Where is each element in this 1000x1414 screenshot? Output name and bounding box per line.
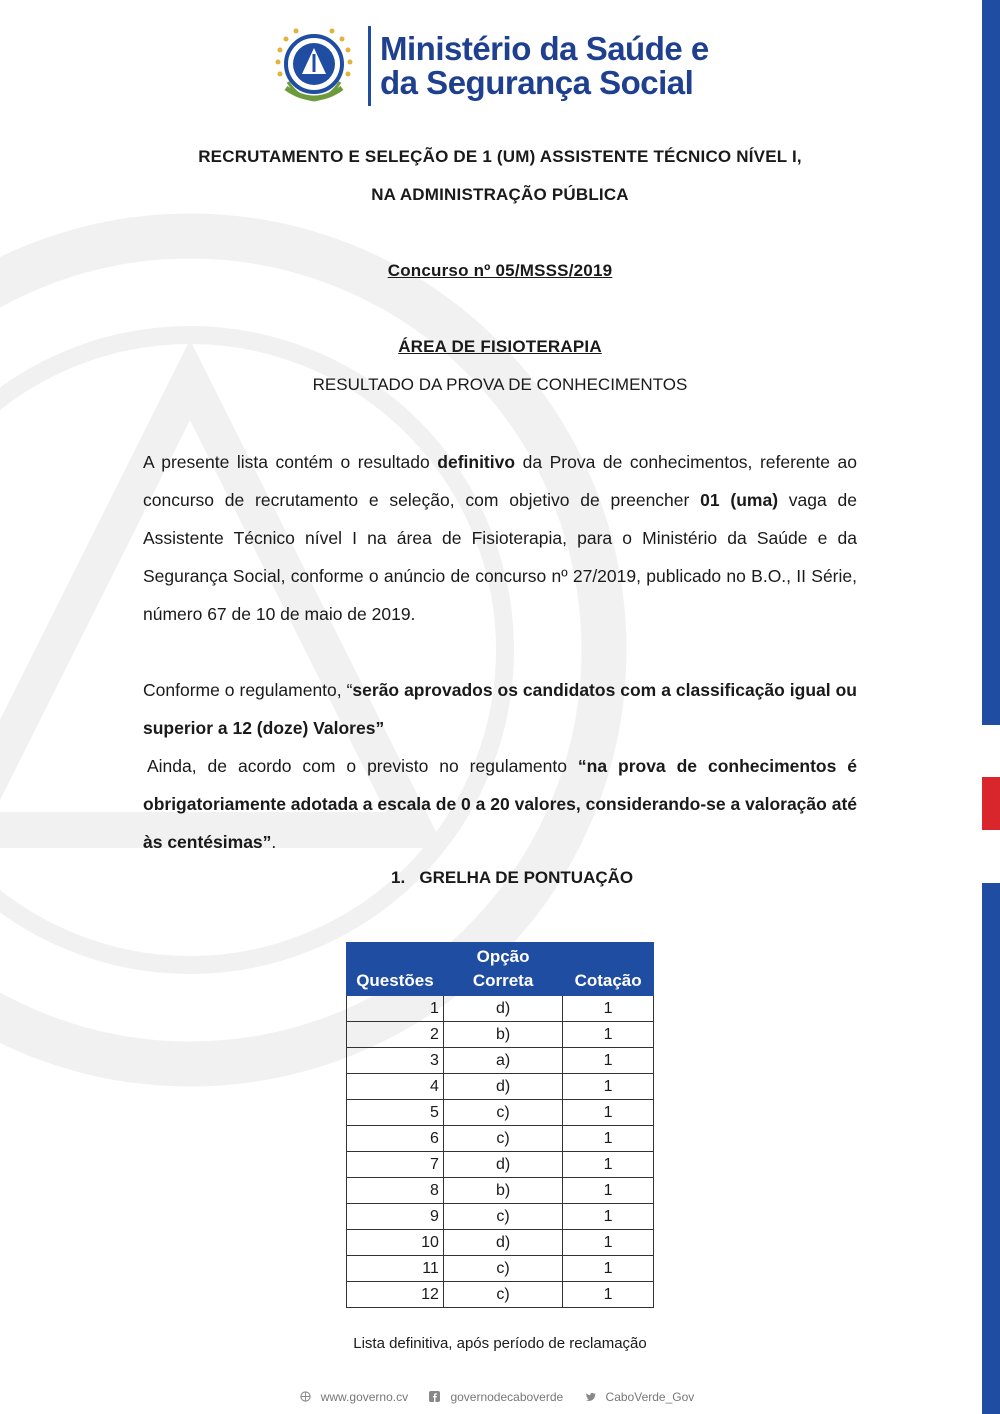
section-title: GRELHA DE PONTUAÇÃO <box>419 868 634 887</box>
option-cell: a) <box>443 1048 562 1074</box>
score-cell: 1 <box>563 1126 654 1152</box>
header-opcao-correta <box>443 943 562 996</box>
area-title <box>0 337 1000 357</box>
score-cell: 1 <box>563 1152 654 1178</box>
intro-bold-definitivo: definitivo <box>437 452 516 472</box>
approval-text: Conforme o regulamento, “ <box>143 680 353 700</box>
option-cell: c) <box>443 1204 562 1230</box>
table-row <box>347 1022 654 1048</box>
footer-facebook-text: governodecaboverde <box>450 1390 564 1404</box>
option-cell: c) <box>443 1282 562 1308</box>
section-number: 1. <box>391 868 406 887</box>
score-cell: 1 <box>563 1100 654 1126</box>
option-cell: c) <box>443 1126 562 1152</box>
option-cell: d) <box>443 1074 562 1100</box>
intro-text-1: A presente lista contém o resultado <box>143 452 438 472</box>
table-row <box>347 1048 654 1074</box>
ministry-name <box>380 32 709 100</box>
header-opcao-line2: Correta <box>472 971 534 990</box>
intro-paragraph <box>143 443 857 633</box>
question-cell: 3 <box>347 1048 444 1074</box>
approval-rule-paragraph <box>143 671 857 747</box>
header-questoes: Questões <box>347 943 444 996</box>
intro-text-3: vaga de Assistente Técnico nível I na área de Fisioterapia, para o Ministério da Saúde e da Segurança Social, conforme o anúncio de concurso nº 27/2019, publicado no B.O., II Série, número 67 de 10 de maio de 2019. <box>143 490 857 624</box>
header-opcao-line1: Opção <box>476 947 530 966</box>
table-row <box>347 1126 654 1152</box>
score-cell: 1 <box>563 1074 654 1100</box>
table-row <box>347 1230 654 1256</box>
score-cell: 1 <box>563 1048 654 1074</box>
facebook-icon <box>429 1391 440 1402</box>
table-caption: Lista definitiva, após período de reclamação <box>353 1335 647 1352</box>
twitter-icon <box>585 1391 596 1402</box>
question-cell: 10 <box>347 1230 444 1256</box>
footer-twitter[interactable] <box>585 1390 701 1404</box>
table-row <box>347 1152 654 1178</box>
score-cell: 1 <box>563 1178 654 1204</box>
option-cell: d) <box>443 1230 562 1256</box>
footer-website[interactable] <box>300 1390 414 1404</box>
table-row <box>347 1074 654 1100</box>
score-cell: 1 <box>563 1022 654 1048</box>
score-cell: 1 <box>563 1256 654 1282</box>
footer-facebook[interactable] <box>429 1390 569 1404</box>
table-row <box>347 1282 654 1308</box>
option-cell: c) <box>443 1256 562 1282</box>
concurso-number <box>0 261 1000 281</box>
question-cell: 7 <box>347 1152 444 1178</box>
right-edge-blue-bar-top <box>982 0 1000 725</box>
answer-grid-table <box>346 942 654 1308</box>
table-header-row <box>347 943 654 996</box>
score-cell: 1 <box>563 1204 654 1230</box>
scale-text-2: . <box>271 832 277 852</box>
footer-website-text: www.governo.cv <box>320 1390 409 1404</box>
approval-bold: serão aprovados os candidatos com a classificação igual ou superior a 12 (doze) Valores” <box>143 680 857 738</box>
table-row <box>347 996 654 1022</box>
concurso-number-text: Concurso nº 05/MSSS/2019 <box>387 261 613 280</box>
score-cell: 1 <box>563 1282 654 1308</box>
option-cell: b) <box>443 1022 562 1048</box>
footer-twitter-text: CaboVerde_Gov <box>605 1390 695 1404</box>
intro-bold-vagas: 01 (uma) <box>700 490 779 510</box>
table-row <box>347 1256 654 1282</box>
document-title-line2: NA ADMINISTRAÇÃO PÚBLICA <box>371 185 629 204</box>
section-heading <box>391 868 633 888</box>
scale-bold: “na prova de conhecimentos é obrigatoriamente adotada a escala de 0 a 20 valores, considerando-se a valoração até às centésimas” <box>143 756 857 852</box>
ministry-name-line1: Ministério da Saúde e <box>380 30 709 67</box>
footer <box>0 1390 1000 1404</box>
option-cell: b) <box>443 1178 562 1204</box>
question-cell: 8 <box>347 1178 444 1204</box>
cabo-verde-coat-of-arms-icon <box>268 24 360 112</box>
scale-rule-paragraph <box>143 747 857 861</box>
scale-text-1: Ainda, de acordo com o previsto no regulamento <box>147 756 578 776</box>
result-subtitle: RESULTADO DA PROVA DE CONHECIMENTOS <box>312 375 688 394</box>
question-cell: 12 <box>347 1282 444 1308</box>
option-cell: d) <box>443 1152 562 1178</box>
table-row <box>347 1204 654 1230</box>
question-cell: 4 <box>347 1074 444 1100</box>
globe-icon <box>300 1391 311 1402</box>
question-cell: 5 <box>347 1100 444 1126</box>
document-title-line1: RECRUTAMENTO E SELEÇÃO DE 1 (UM) ASSISTENTE TÉCNICO NÍVEL I, <box>198 147 802 166</box>
question-cell: 11 <box>347 1256 444 1282</box>
question-cell: 9 <box>347 1204 444 1230</box>
option-cell: d) <box>443 996 562 1022</box>
right-edge-red-bar <box>982 777 1000 830</box>
ministry-name-line2: da Segurança Social <box>380 64 694 101</box>
option-cell: c) <box>443 1100 562 1126</box>
intro-text-2: da Prova de conhecimentos, referente ao concurso de recrutamento e seleção, com objetivo de preencher <box>143 452 857 510</box>
table-row <box>347 1178 654 1204</box>
score-cell: 1 <box>563 1230 654 1256</box>
table-row <box>347 1100 654 1126</box>
header-cotacao: Cotação <box>563 943 654 996</box>
header-divider <box>368 26 371 106</box>
area-title-text: ÁREA DE FISIOTERAPIA <box>398 337 602 356</box>
question-cell: 6 <box>347 1126 444 1152</box>
question-cell: 2 <box>347 1022 444 1048</box>
score-cell: 1 <box>563 996 654 1022</box>
question-cell: 1 <box>347 996 444 1022</box>
